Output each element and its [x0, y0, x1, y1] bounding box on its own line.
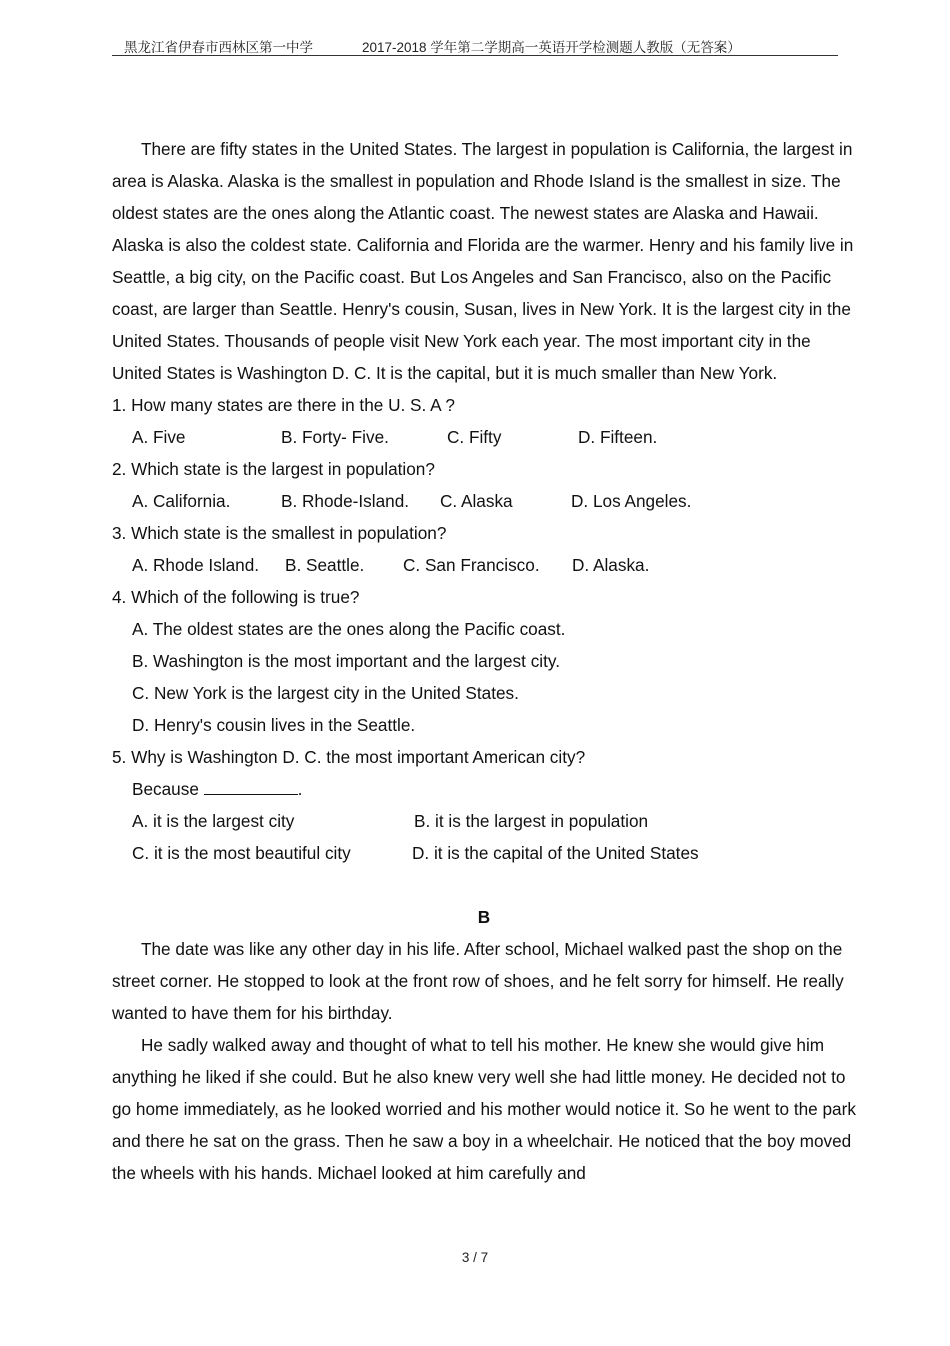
q3-option-b: B. Seattle.: [285, 555, 365, 575]
question-2-options: [112, 485, 856, 517]
q2-option-d: D. Los Angeles.: [571, 491, 692, 511]
question-1-stem: 1. How many states are there in the U. S. A ?: [112, 395, 455, 415]
question-4-stem: 4. Which of the following is true?: [112, 587, 360, 607]
page-header: [112, 34, 838, 54]
q2-option-b: B. Rhode-Island.: [281, 491, 410, 511]
q1-option-d: D. Fifteen.: [578, 427, 658, 447]
passage-a: There are fifty states in the United States. The largest in population is California, the largest in area is Alaska. Alaska is the smallest in population and Rhode Island is the smallest in size. The oldest states are the ones along the Atlantic coast. The newest states are Alaska and Hawaii. Alaska is also the coldest state. California and Florida are the warmer. Henry and his family live in Seattle, a big city, on the Pacific coast. But Los Angeles and San Francisco, also on the Pacific coast, are larger than Seattle. Henry's cousin, Susan, lives in New York. It is the largest city in the United States. Thousands of people visit New York each year. The most important city in the United States is Washington D. C. It is the capital, but it is much smaller than New York.: [112, 139, 854, 383]
q4-option-c: C. New York is the largest city in the United States.: [132, 683, 519, 703]
q3-option-c: C. San Francisco.: [403, 555, 540, 575]
header-school: 黑龙江省伊春市西林区第一中学: [124, 40, 313, 55]
page-number: 3 / 7: [461, 1250, 489, 1265]
q5-because-line: [112, 773, 856, 805]
q5-period: .: [297, 779, 303, 799]
q2-option-c: C. Alaska: [440, 491, 513, 511]
q1-option-b: B. Forty- Five.: [281, 427, 389, 447]
question-5-stem: 5. Why is Washington D. C. the most important American city?: [112, 747, 586, 767]
question-2-stem: 2. Which state is the largest in population?: [112, 459, 435, 479]
q5-option-a: A. it is the largest city: [132, 811, 295, 831]
q5-option-b: B. it is the largest in population: [414, 811, 649, 831]
q1-option-a: A. Five: [132, 427, 186, 447]
q5-option-c: C. it is the most beautiful city: [132, 843, 351, 863]
q5-because-label: Because: [132, 779, 199, 799]
section-b-title: B: [477, 907, 491, 927]
q1-option-c: C. Fifty: [447, 427, 502, 447]
q2-option-a: A. California.: [132, 491, 231, 511]
question-3-options: [112, 549, 856, 581]
question-1-options: [112, 421, 856, 453]
question-5-options-row-1: [112, 805, 856, 837]
q4-option-d: D. Henry's cousin lives in the Seattle.: [132, 715, 416, 735]
header-exam-title: 2017-2018 学年第二学期高一英语开学检测题人教版（无答案）: [362, 40, 741, 55]
q4-option-b: B. Washington is the most important and the largest city.: [132, 651, 560, 671]
question-3-stem: 3. Which state is the smallest in population?: [112, 523, 447, 543]
header-divider: [112, 55, 838, 56]
q5-option-d: D. it is the capital of the United States: [412, 843, 699, 863]
q3-option-d: D. Alaska.: [572, 555, 650, 575]
section-b-paragraph-2: He sadly walked away and thought of what to tell his mother. He knew she would give him anything he liked if she could. But he also knew very well she had little money. He decided not to go home immediately, as he looked worried and his mother would notice it. So he went to the park and there he sat on the grass. Then he saw a boy in a wheelchair. He noticed that the boy moved the wheels with his hands. Michael looked at him carefully and: [112, 1035, 856, 1183]
question-5-options-row-2: [112, 837, 856, 869]
section-b-paragraph-1: The date was like any other day in his life. After school, Michael walked past the shop on the street corner. He stopped to look at the front row of shoes, and he felt sorry for himself. He really wanted to have them for his birthday.: [112, 939, 844, 1023]
q4-option-a: A. The oldest states are the ones along the Pacific coast.: [132, 619, 566, 639]
q3-option-a: A. Rhode Island.: [132, 555, 260, 575]
answer-blank: [204, 777, 298, 795]
document-body: [112, 133, 856, 1189]
